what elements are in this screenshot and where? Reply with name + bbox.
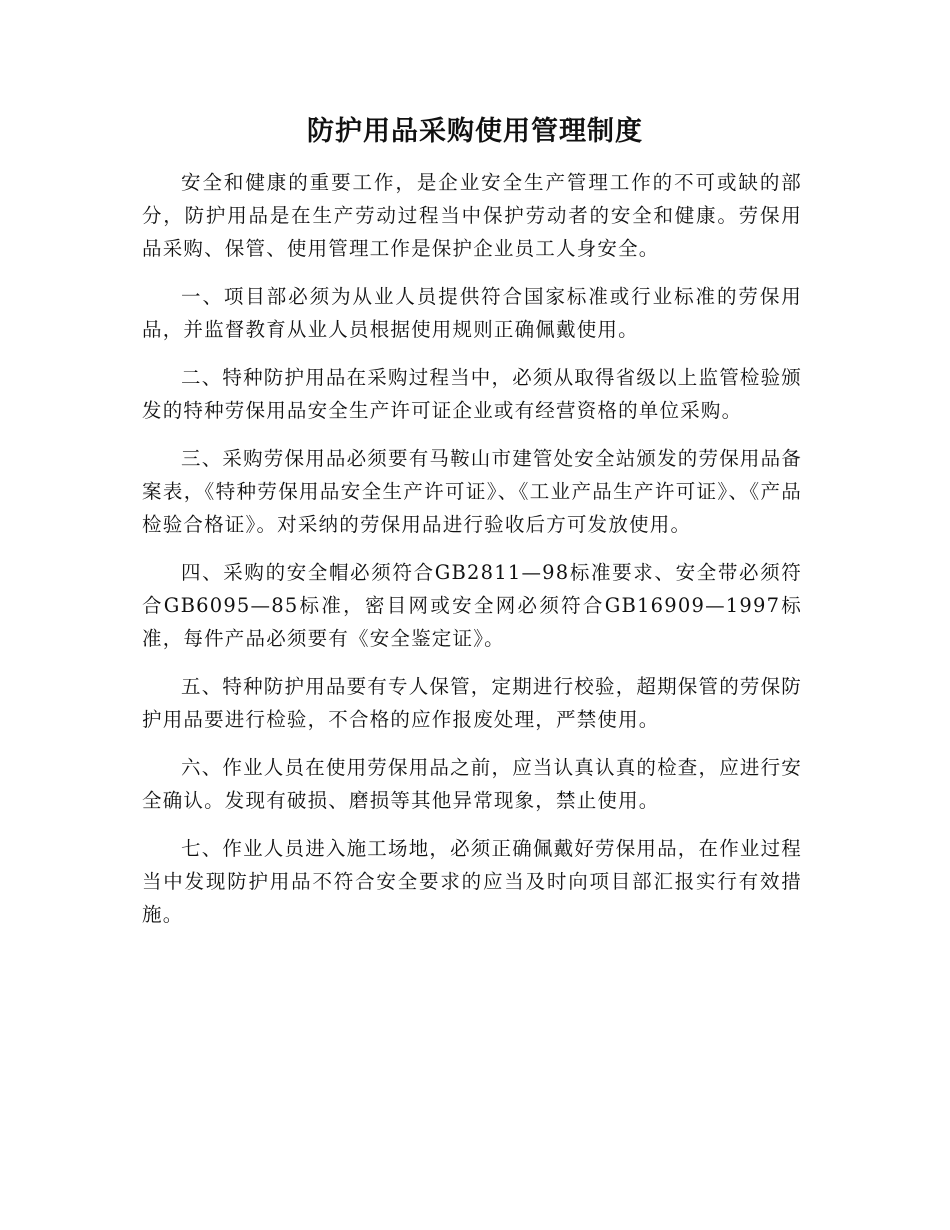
clause-1-paragraph: 一、项目部必须为从业人员提供符合国家标准或行业标准的劳保用品，并监督教育从业人员根据使用规则正确佩戴使用。	[142, 285, 802, 341]
clause-3-paragraph: 三、采购劳保用品必须要有马鞍山市建管处安全站颁发的劳保用品备案表，《特种劳保用品安全生产许可证》、《工业产品生产许可证》、《产品检验合格证》。对采纳的劳保用品进行验收后方可发放使用。	[142, 447, 803, 536]
document-body	[142, 166, 802, 946]
clause-5-paragraph: 五、特种防护用品要有专人保管，定期进行校验，超期保管的劳保防护用品要进行检验，不合格的应作报废处理，严禁使用。	[142, 675, 803, 731]
clause-6-paragraph: 六、作业人员在使用劳保用品之前，应当认真认真的检查，应进行安全确认。发现有破损、磨损等其他异常现象，禁止使用。	[142, 756, 803, 812]
clause-2-paragraph: 二、特种防护用品在采购过程当中，必须从取得省级以上监管检验颁发的特种劳保用品安全生产许可证企业或有经营资格的单位采购。	[142, 366, 803, 422]
clause-4-paragraph: 四、采购的安全帽必须符合GB2811—98标准要求、安全带必须符合GB6095—85标准，密目网或安全网必须符合GB16909—1997标准，每件产品必须要有《安全鉴定证》。	[142, 561, 802, 650]
document-title: 防护用品采购使用管理制度	[307, 116, 643, 147]
intro-paragraph: 安全和健康的重要工作，是企业安全生产管理工作的不可或缺的部分，防护用品是在生产劳动过程当中保护劳动者的安全和健康。劳保用品采购、保管、使用管理工作是保护企业员工人身安全。	[142, 171, 802, 260]
clause-7-paragraph: 七、作业人员进入施工场地，必须正确佩戴好劳保用品，在作业过程当中发现防护用品不符合安全要求的应当及时向项目部汇报实行有效措施。	[142, 837, 803, 926]
